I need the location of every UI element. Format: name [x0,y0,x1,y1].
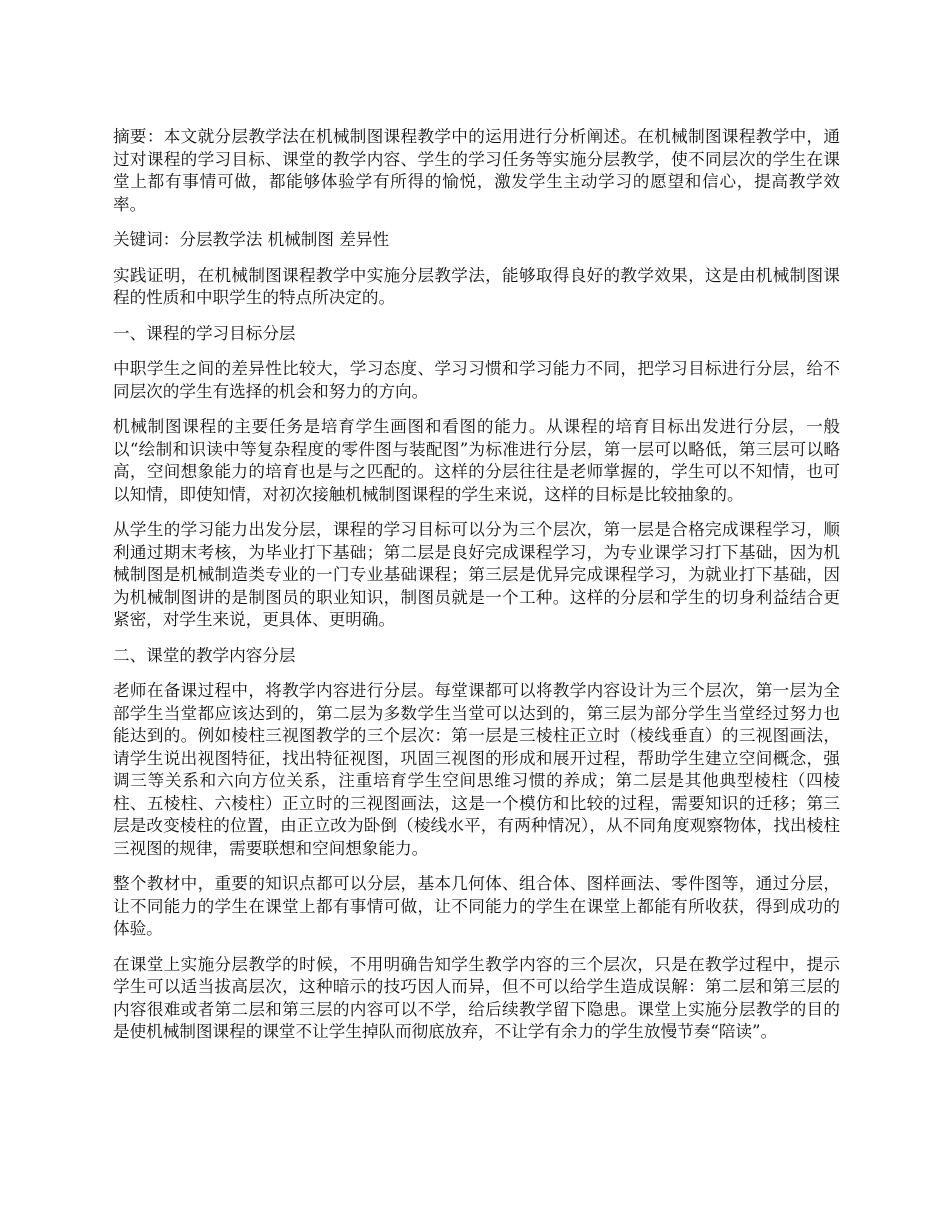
section-heading-1: 一、课程的学习目标分层 [113,323,296,343]
document-body [113,126,840,1057]
section2-paragraph-3: 在课堂上实施分层教学的时候，不用明确告知学生教学内容的三个层次，只是在教学过程中，提示学生可以适当拔高层次，这种暗示的技巧因人而异，但不可以给学生造成误解：第二层和第三层的内容很难或者第二层和第三层的内容可以不学，给后续教学留下隐患。课堂上实施分层教学的目的是使机械制图课程的课堂不让学生掉队而彻底放弃，不让学有余力的学生放慢节奏“陪读”。 [113,954,840,1041]
abstract-paragraph: 摘要：本文就分层教学法在机械制图课程教学中的运用进行分析阐述。在机械制图课程教学中，通过对课程的学习目标、课堂的教学内容、学生的学习任务等实施分层教学，使不同层次的学生在课堂上都有事情可做，都能够体验学有所得的愉悦，激发学生主动学习的愿望和信心，提高教学效率。 [113,127,840,214]
section-heading-2: 二、课堂的教学内容分层 [113,645,296,665]
section1-paragraph-1: 中职学生之间的差异性比较大，学习态度、学习习惯和学习能力不同，把学习目标进行分层，给不同层次的学生有选择的机会和努力的方向。 [113,359,840,401]
keywords-paragraph: 关键词：分层教学法 机械制图 差异性 [113,230,390,249]
section2-paragraph-1: 老师在备课过程中，将教学内容进行分层。每堂课都可以将教学内容设计为三个层次，第一层为全部学生当堂都应该达到的，第二层为多数学生当堂可以达到的，第三层为部分学生当堂经过努力也能达到的。例如棱柱三视图教学的三个层次：第一层是三棱柱正立时（棱线垂直）的三视图画法，请学生说出视图特征，找出特征视图，巩固三视图的形成和展开过程，帮助学生建立空间概念，强调三等关系和六向方位关系，注重培育学生空间思维习惯的养成；第二层是其他典型棱柱（四棱柱、五棱柱、六棱柱）正立时的三视图画法，这是一个模仿和比较的过程，需要知识的迁移；第三层是改变棱柱的位置，由正立改为卧倒（棱线水平，有两种情况），从不同角度观察物体，找出棱柱三视图的规律，需要联想和空间想象能力。 [113,681,840,858]
section1-paragraph-3: 从学生的学习能力出发分层，课程的学习目标可以分为三个层次，第一层是合格完成课程学习，顺利通过期末考核，为毕业打下基础；第二层是良好完成课程学习，为专业课学习打下基础，因为机械制图是机械制造类专业的一门专业基础课程；第三层是优异完成课程学习，为就业打下基础，因为机械制图讲的是制图员的职业知识，制图员就是一个工种。这样的分层和学生的切身利益结合更紧密，对学生来说，更具体、更明确。 [113,520,840,629]
section2-paragraph-2: 整个教材中，重要的知识点都可以分层，基本几何体、组合体、图样画法、零件图等，通过分层，让不同能力的学生在课堂上都有事情可做，让不同能力的学生在课堂上都能有所收获，得到成功的体验。 [113,874,840,938]
section1-paragraph-2: 机械制图课程的主要任务是培育学生画图和看图的能力。从课程的培育目标出发进行分层，一般以“绘制和识读中等复杂程度的零件图与装配图”为标准进行分层，第一层可以略低，第三层可以略高，空间想象能力的培育也是与之匹配的。这样的分层往往是老师掌握的，学生可以不知情，也可以知情，即使知情，对初次接触机械制图课程的学生来说，这样的目标是比较抽象的。 [113,417,840,504]
intro-paragraph: 实践证明，在机械制图课程教学中实施分层教学法，能够取得良好的教学效果，这是由机械制图课程的性质和中职学生的特点所决定的。 [113,265,840,307]
